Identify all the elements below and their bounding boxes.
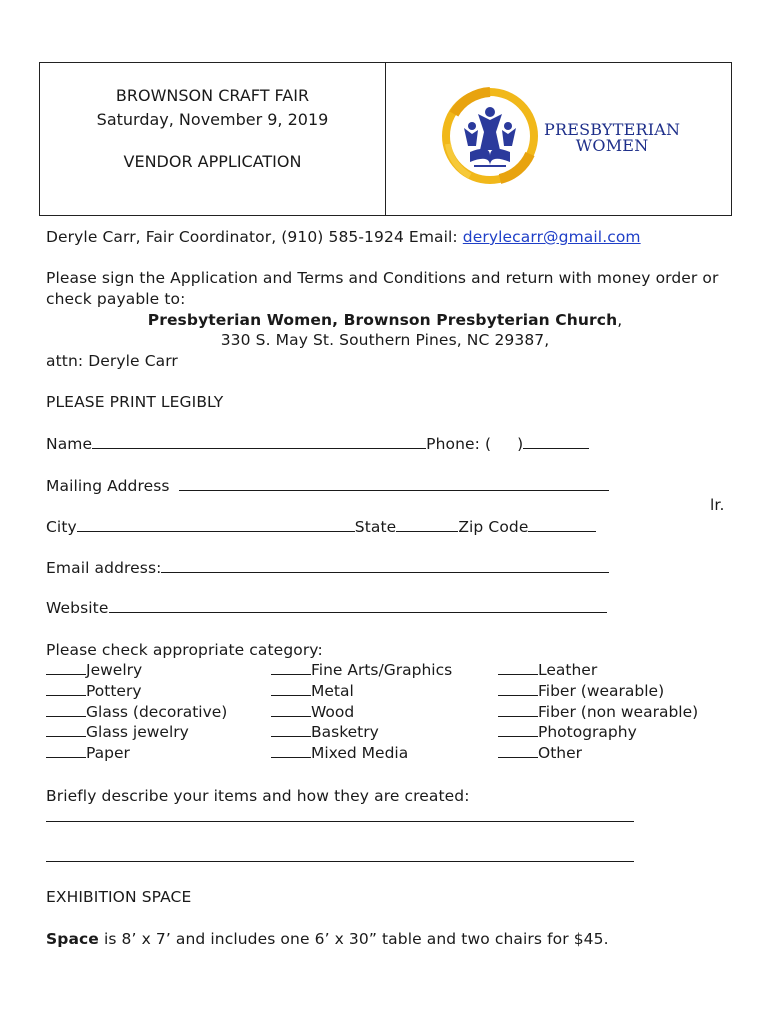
name-label: Name: [46, 435, 93, 453]
category-item[interactable]: Fiber (wearable): [498, 681, 698, 702]
space-description: [46, 929, 609, 949]
zip-field[interactable]: [528, 516, 596, 532]
application-title: VENDOR APPLICATION: [123, 152, 302, 171]
coordinator-line: [46, 227, 641, 247]
email-label: Email address:: [46, 559, 162, 577]
category-column-3: [498, 660, 698, 764]
coordinator-text: Deryle Carr, Fair Coordinator, (910) 585-1924 Email:: [46, 228, 463, 246]
describe-field-line-1[interactable]: [46, 821, 634, 822]
category-item[interactable]: Metal: [271, 681, 452, 702]
mailing-address-field[interactable]: [179, 475, 609, 491]
coordinator-email-link[interactable]: derylecarr@gmail.com: [462, 228, 641, 246]
header-divider: [385, 62, 386, 216]
zip-label: Zip Code: [458, 518, 529, 536]
instructions-line-2: check payable to:: [46, 290, 186, 308]
name-field[interactable]: [92, 433, 426, 449]
category-column-1: [46, 660, 227, 764]
header-event-info: [40, 84, 385, 174]
category-item[interactable]: Leather: [498, 660, 698, 681]
email-field[interactable]: [161, 557, 609, 573]
category-item[interactable]: Pottery: [46, 681, 227, 702]
category-item[interactable]: Fine Arts/Graphics: [271, 660, 452, 681]
describe-label: Briefly describe your items and how they are created:: [46, 787, 470, 805]
space-text: is 8’ x 7’ and includes one 6’ x 30” table and two chairs for $45.: [98, 930, 609, 948]
describe-field-line-2[interactable]: [46, 861, 634, 862]
instructions-line-1: Please sign the Application and Terms and Conditions and return with money order or: [46, 269, 719, 287]
category-item[interactable]: Paper: [46, 743, 227, 764]
category-item[interactable]: Jewelry: [46, 660, 227, 681]
category-item[interactable]: Wood: [271, 702, 452, 723]
logo-text: PRESBYTERIAN WOMEN: [544, 120, 681, 155]
category-heading: Please check appropriate category:: [46, 641, 323, 659]
category-item[interactable]: Glass jewelry: [46, 722, 227, 743]
event-date: Saturday, November 9, 2019: [96, 110, 329, 129]
category-column-2: [271, 660, 452, 764]
category-item[interactable]: Photography: [498, 722, 698, 743]
exhibition-heading: EXHIBITION SPACE: [46, 888, 192, 906]
website-label: Website: [46, 599, 109, 617]
phone-label: Phone: (: [426, 435, 492, 453]
phone-field[interactable]: [523, 433, 589, 449]
presbyterian-women-logo: [440, 84, 680, 194]
mailing-address-row: [46, 475, 609, 496]
state-label: State: [354, 518, 397, 536]
mailing-address-label: Mailing Address: [46, 477, 170, 495]
state-field[interactable]: [396, 516, 458, 532]
category-item[interactable]: Glass (decorative): [46, 702, 227, 723]
city-label: City: [46, 518, 77, 536]
category-item[interactable]: Mixed Media: [271, 743, 452, 764]
payee-name: Presbyterian Women, Brownson Presbyterian Church: [147, 311, 618, 329]
stray-mark: lr.: [710, 496, 725, 514]
category-item[interactable]: Other: [498, 743, 698, 764]
event-title: BROWNSON CRAFT FAIR: [115, 86, 310, 105]
print-legibly-note: PLEASE PRINT LEGIBLY: [46, 393, 224, 411]
payee-address: 330 S. May St. Southern Pines, NC 29387,: [220, 331, 550, 349]
space-label: Space: [46, 930, 99, 948]
website-field[interactable]: [109, 597, 607, 613]
city-state-zip-row: [46, 516, 596, 537]
city-field[interactable]: [77, 516, 355, 532]
name-row: Name Phone: ( ): [46, 433, 589, 454]
logo-emblem-icon: [440, 84, 550, 194]
attn-line: attn: Deryle Carr: [46, 352, 178, 370]
category-item[interactable]: Fiber (non wearable): [498, 702, 698, 723]
email-row: [46, 557, 609, 578]
website-row: [46, 597, 607, 618]
category-item[interactable]: Basketry: [271, 722, 452, 743]
payee-line: Presbyterian Women, Brownson Presbyterian Church,: [147, 311, 623, 329]
